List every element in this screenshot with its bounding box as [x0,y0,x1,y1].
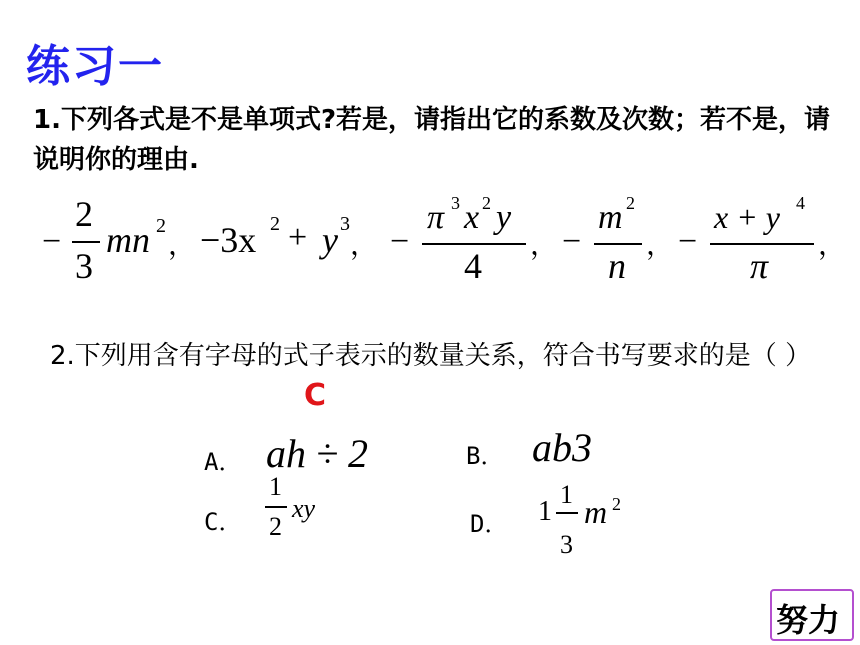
e5-sign: − [678,223,698,260]
separator: ， [646,228,675,261]
e1-sign: − [42,223,62,260]
badge-label: 努力 [776,601,841,639]
e2-term-a-text: −3x [200,220,257,260]
option-d-denominator: 3 [560,530,573,559]
e5-num-exponent: 4 [796,193,805,213]
e5-denominator: π [750,246,769,286]
question-2: 2.下列用含有字母的式子表示的数量关系，符合书写要求的是（ ） [50,341,812,371]
e3-x: x [464,199,480,236]
option-d-body: m [584,494,608,530]
e3-pi: π [427,199,445,236]
expression-list [42,193,847,303]
option-c-denominator: 2 [269,512,282,541]
option-c-numerator: 1 [269,472,282,501]
e2-y-exponent: 3 [340,213,350,235]
exercise-title: 练习一 [26,41,164,92]
e4-sign: − [562,223,582,260]
e4-num-exponent: 2 [626,193,635,213]
e3-denominator: 4 [464,246,482,286]
answer-mark: C [304,378,327,413]
trailing-comma: ， [818,228,847,261]
option-d-whole: 1 [538,496,552,527]
question-1: 1.下列各式是不是单项式?若是，请指出它的系数及次数；若不是，请说明你的理由. [33,105,831,175]
e5-numerator: x + y [714,199,780,235]
option-d-label: D． [470,510,509,538]
e2-term-a-exponent: 2 [270,213,280,235]
separator: ， [168,228,197,261]
e1-exponent: 2 [156,215,166,237]
e1-fraction-bar [72,241,100,243]
separator: ， [350,228,379,261]
e4-numerator: m [598,199,623,236]
separator: ， [530,228,559,261]
e2-plus: + [288,219,308,256]
encouragement-badge[interactable] [770,589,854,641]
e1-body: mn [106,220,150,260]
e2-term-a [200,219,256,261]
option-c-body: xy [292,494,316,523]
option-a-label: A． [204,448,243,476]
e1-denominator: 3 [75,246,93,286]
option-d-exponent: 2 [612,494,621,514]
e4-denominator: n [608,246,626,286]
option-b-expression: ab3 [532,425,592,470]
e3-pi-exponent: 3 [451,193,460,213]
e1-numerator: 2 [75,194,93,234]
e2-y: y [322,220,338,260]
option-c-label: C． [204,508,243,536]
e3-x-exponent: 2 [482,193,491,213]
e3-sign: − [390,223,410,260]
option-b-label: B． [466,442,505,470]
e3-y: y [496,199,512,236]
option-a-expression: ah ÷ 2 [266,431,368,476]
option-c-fraction-bar [265,506,287,508]
option-d-fraction-bar [556,512,578,514]
option-d-numerator: 1 [560,480,573,509]
